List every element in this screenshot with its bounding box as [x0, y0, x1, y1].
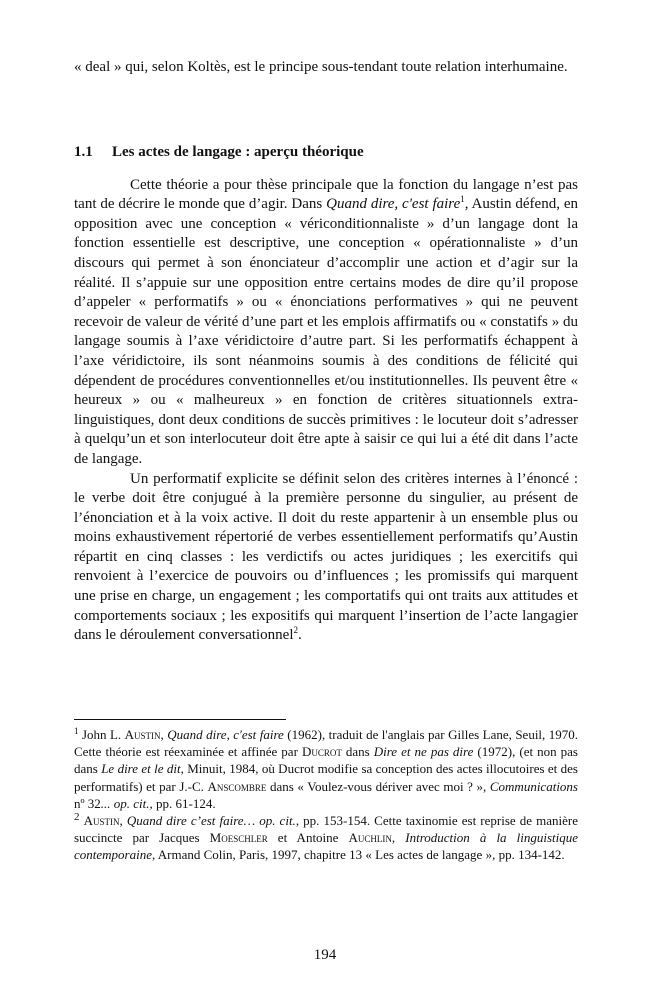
page-number: 194 [313, 947, 337, 963]
footnote-ref-2[interactable]: 2 [293, 625, 299, 636]
book-title: Dire et ne pas dire [373, 744, 474, 760]
top-paragraph: « deal » qui, selon Koltès, est le principe sous-tendant toute relation interhumaine. [74, 59, 568, 75]
text-run: , Minuit, 1984, où Ducrot modifie sa conception des actes illocutoires et des performatifs) et par J.-C. [74, 761, 578, 794]
author-name: Auchlin [348, 830, 392, 846]
footnote-ref-1[interactable]: 1 [460, 194, 465, 205]
author-name: Moeschler [209, 830, 268, 846]
text-run: pp. 61-124. [152, 795, 216, 811]
journal-title: Communications [489, 778, 578, 794]
text-run: Cette théorie a pour thèse principale que la fonction du langage n’est pas tant de décrire le monde que d’agir. Dans [74, 176, 578, 213]
book-title: Quand dire, c'est faire [167, 727, 284, 742]
section-number: 1.1 [74, 143, 93, 160]
text-run: dans « Voulez-vous dériver avec moi ? », [266, 778, 490, 794]
text-run: dans [341, 744, 374, 760]
section-heading [74, 142, 578, 162]
author-name: Ducrot [301, 744, 342, 760]
text-run: et Antoine [267, 830, 349, 846]
text-run: John L. [78, 727, 125, 742]
footnote-mark: 1 [74, 726, 79, 736]
text-run: , [391, 830, 406, 846]
page-body [74, 58, 578, 646]
footnotes [74, 726, 578, 864]
book-title: Quand dire, c'est faire [326, 196, 461, 213]
text-run: nº 32 [74, 795, 101, 811]
footnote-2 [74, 812, 578, 864]
author-name: Anscombre [207, 778, 267, 794]
author-name: Austin [124, 727, 161, 742]
book-title: Introduction à la linguistique contemporaine [74, 830, 579, 863]
text-run: Un performatif explicite se définit selon des critères internes à l’énoncé : le verbe doit être conjugué à la première personne du singulier, au présent de l’énonciation et à la voix active. Il doit du reste appartenir à un ensemble plus ou moins exhaustivement répertorié de verbes essentiellement performatifs qu’Austin répartit en cinq classes : les verdictifs ou actes juridiques ; les exercitifs qui renvoient à l’exercice de pouvoirs ou d’influences ; les promissifs qui marquent une prise en charge, un engagement ; les comportatifs qui ont traits aux attitudes et comportements sociaux ; les expositifs qui marquent l’insertion de l’acte langagier dans le déroulement conversationnel [74, 470, 578, 644]
text-run: , [119, 813, 127, 829]
citation-abbrev: ... op. cit., [100, 795, 153, 811]
text-run: (1972), (et non pas dans [74, 744, 578, 777]
text-run: . [298, 627, 302, 644]
text-run: (1962), traduit de l'anglais par Gilles Lane, Seuil, 1970. Cette théorie est réexaminée et affinée par [74, 727, 579, 760]
book-title: Quand dire c’est faire… op. cit. [126, 813, 296, 829]
text-run: , [160, 727, 168, 742]
text-run: , Austin défend, en opposition avec une conception « vériconditionnaliste » d’un langage dont la fonction essentielle est descriptive, une conception « opérationnaliste » d’un discours qui permet à son énonciateur d’accomplir une action et d’agir sur la réalité. Il s’appuie sur une opposition entre certains modes de dire qu’il propose d’appeler « performatifs » ou « énonciations performatives » qui ne peuvent recevoir de valeur de vérité d’une part et les emplois affirmatifs ou « constatifs » du langage soumis à l’axe véridictoire d’autre part. Si les performatifs échappent à l’axe véridictoire, ils sont néanmoins soumis à des conditions de félicité qui dépendent de procédures conventionnelles et/ou institutionnelles. Ils peuvent être « heureux » ou « malheureux » en fonction de critères situationnels extra-linguistiques, dont deux conditions de succès primitives : le locuteur doit s’adresser à quelqu’un et son interlocuteur doit être apte à saisir ce qui lui a été dit dans l’acte de langage. [74, 196, 578, 467]
paragraph-2 [74, 470, 578, 646]
section-title: Les actes de langage : aperçu théorique [112, 143, 364, 160]
footnote-separator [74, 719, 286, 720]
footnote-1 [74, 726, 578, 812]
book-title: Le dire et le dit [101, 761, 181, 777]
author-name: Austin [83, 813, 120, 829]
footnote-mark: 2 [74, 811, 80, 824]
text-run: , Armand Colin, Paris, 1997, chapitre 13 « Les actes de langage », pp. 134-142. [151, 847, 565, 863]
text-run: , pp. 153-154. Cette taxinomie est reprise de manière succincte par Jacques [74, 813, 578, 846]
paragraph-1 [74, 176, 578, 470]
